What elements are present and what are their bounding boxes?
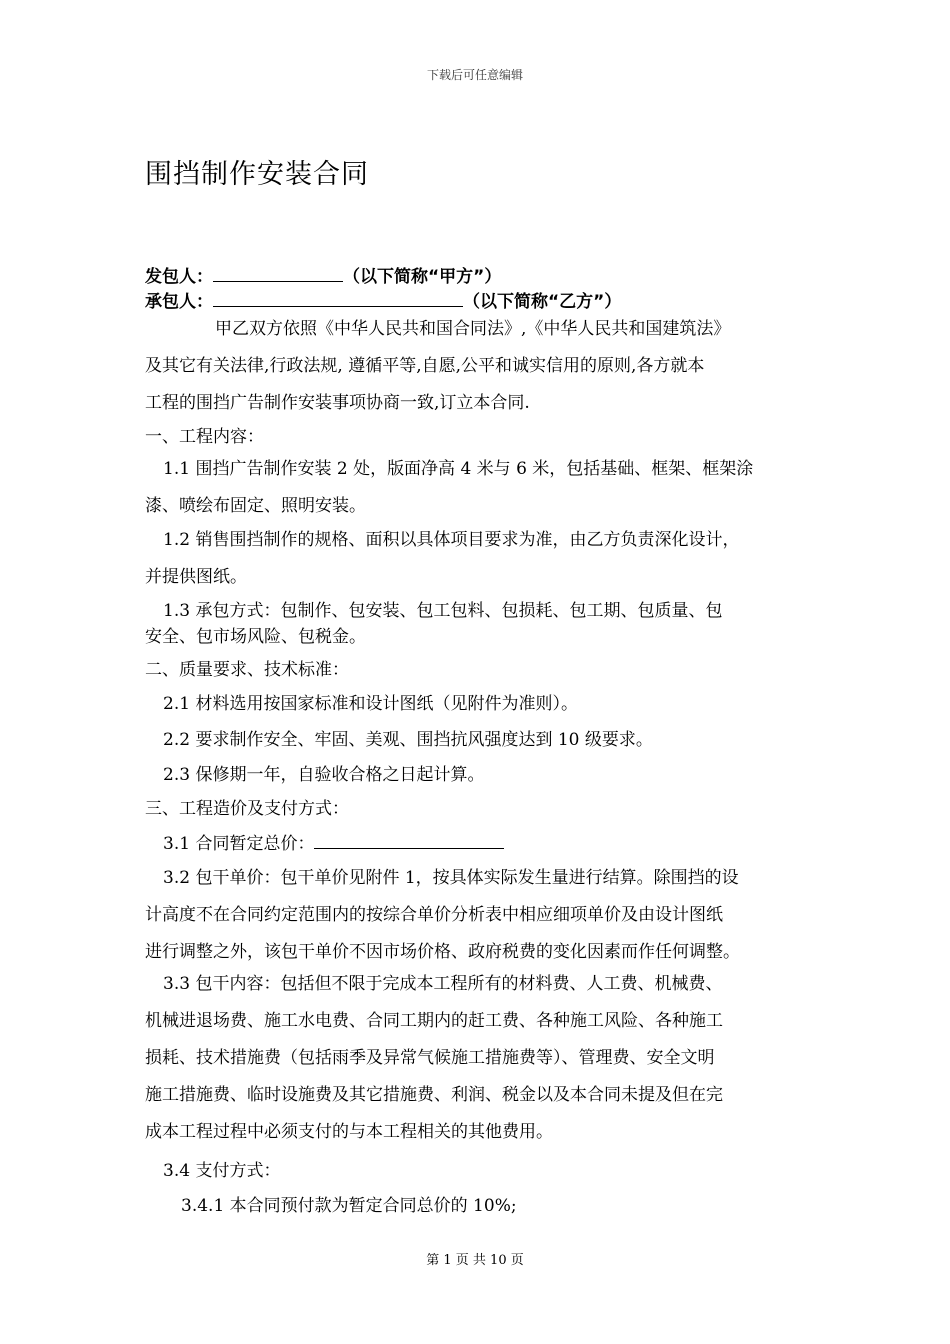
page-footer: 第 1 页 共 10 页 [426,1253,524,1268]
party-b-blank [213,292,463,307]
clause-line: 3.2 包干单价：包干单价见附件 1，按具体实际发生量进行结算。除围挡的设 [163,868,739,888]
clause-line: 1.2 销售围挡制作的规格、面积以具体项目要求为准，由乙方负责深化设计， [163,530,740,550]
party-a-blank [213,267,343,282]
section-3-heading: 三、工程造价及支付方式： [145,799,349,819]
clause-3-4-1: 3.4.1 本合同预付款为暂定合同总价的 10%; [181,1196,517,1216]
clause-line: 安全、包市场风险、包税金。 [145,627,366,647]
intro-line: 甲乙双方依照《中华人民共和国合同法》,《中华人民共和国建筑法》 [215,319,731,339]
clause-2-2: 2.2 要求制作安全、牢固、美观、围挡抗风强度达到 10 级要求。 [163,730,653,750]
clause-line: 成本工程过程中必须支付的与本工程相关的其他费用。 [145,1122,553,1142]
clause-line: 进行调整之外，该包干单价不因市场价格、政府税费的变化因素而作任何调整。 [145,942,740,962]
clause-line: 并提供图纸。 [145,567,247,587]
page-header: 下载后可任意编辑 [426,68,523,82]
clause-2-3: 2.3 保修期一年，自验收合格之日起计算。 [163,765,485,785]
clause-3-4: 3.4 支付方式： [163,1161,281,1181]
clause-3-1-label: 3.1 合同暂定总价： [163,834,315,854]
document-title: 围挡制作安装合同 [145,159,369,190]
party-a-suffix: （以下简称“甲方”） [343,267,502,287]
clause-line: 损耗、技术措施费（包括雨季及异常气候施工措施费等）、管理费、安全文明 [145,1048,715,1068]
clause-line: 1.3 承包方式：包制作、包安装、包工包料、包损耗、包工期、包质量、包 [163,601,723,621]
intro-line: 工程的围挡广告制作安装事项协商一致,订立本合同. [145,393,530,413]
intro-paragraph [145,311,807,422]
clause-3-2 [145,860,807,971]
section-1-heading: 一、工程内容： [145,427,264,447]
clause-line: 3.3 包干内容：包括但不限于完成本工程所有的材料费、人工费、机械费、 [163,974,723,994]
clause-line: 施工措施费、临时设施费及其它措施费、利润、税金以及本合同未提及但在完 [145,1085,723,1105]
clause-2-1: 2.1 材料选用按国家标准和设计图纸（见附件为准则）。 [163,694,578,714]
party-a-label: 发包人： [145,267,213,287]
party-b-suffix: （以下简称“乙方”） [463,292,622,312]
clause-1-3 [145,598,807,650]
party-b-line [145,287,621,312]
party-a-line [145,262,501,287]
clause-1-2 [145,522,807,596]
total-price-blank [314,832,504,849]
intro-line: 及其它有关法律,行政法规, 遵循平等,自愿,公平和诚实信用的原则,各方就本 [145,356,705,376]
clause-1-1 [145,451,807,525]
clause-line: 漆、喷绘布固定、照明安装。 [145,496,366,516]
party-b-label: 承包人： [145,292,213,312]
clause-line: 1.1 围挡广告制作安装 2 处，版面净高 4 米与 6 米，包括基础、框架、框架涂 [163,459,754,479]
clause-line: 机械进退场费、施工水电费、合同工期内的赶工费、各种施工风险、各种施工 [145,1011,723,1031]
clause-line: 计高度不在合同约定范围内的按综合单价分析表中相应细项单价及由设计图纸 [145,905,723,925]
section-2-heading: 二、质量要求、技术标准： [145,660,349,680]
clause-3-1 [145,826,825,863]
clause-3-3 [145,966,807,1151]
